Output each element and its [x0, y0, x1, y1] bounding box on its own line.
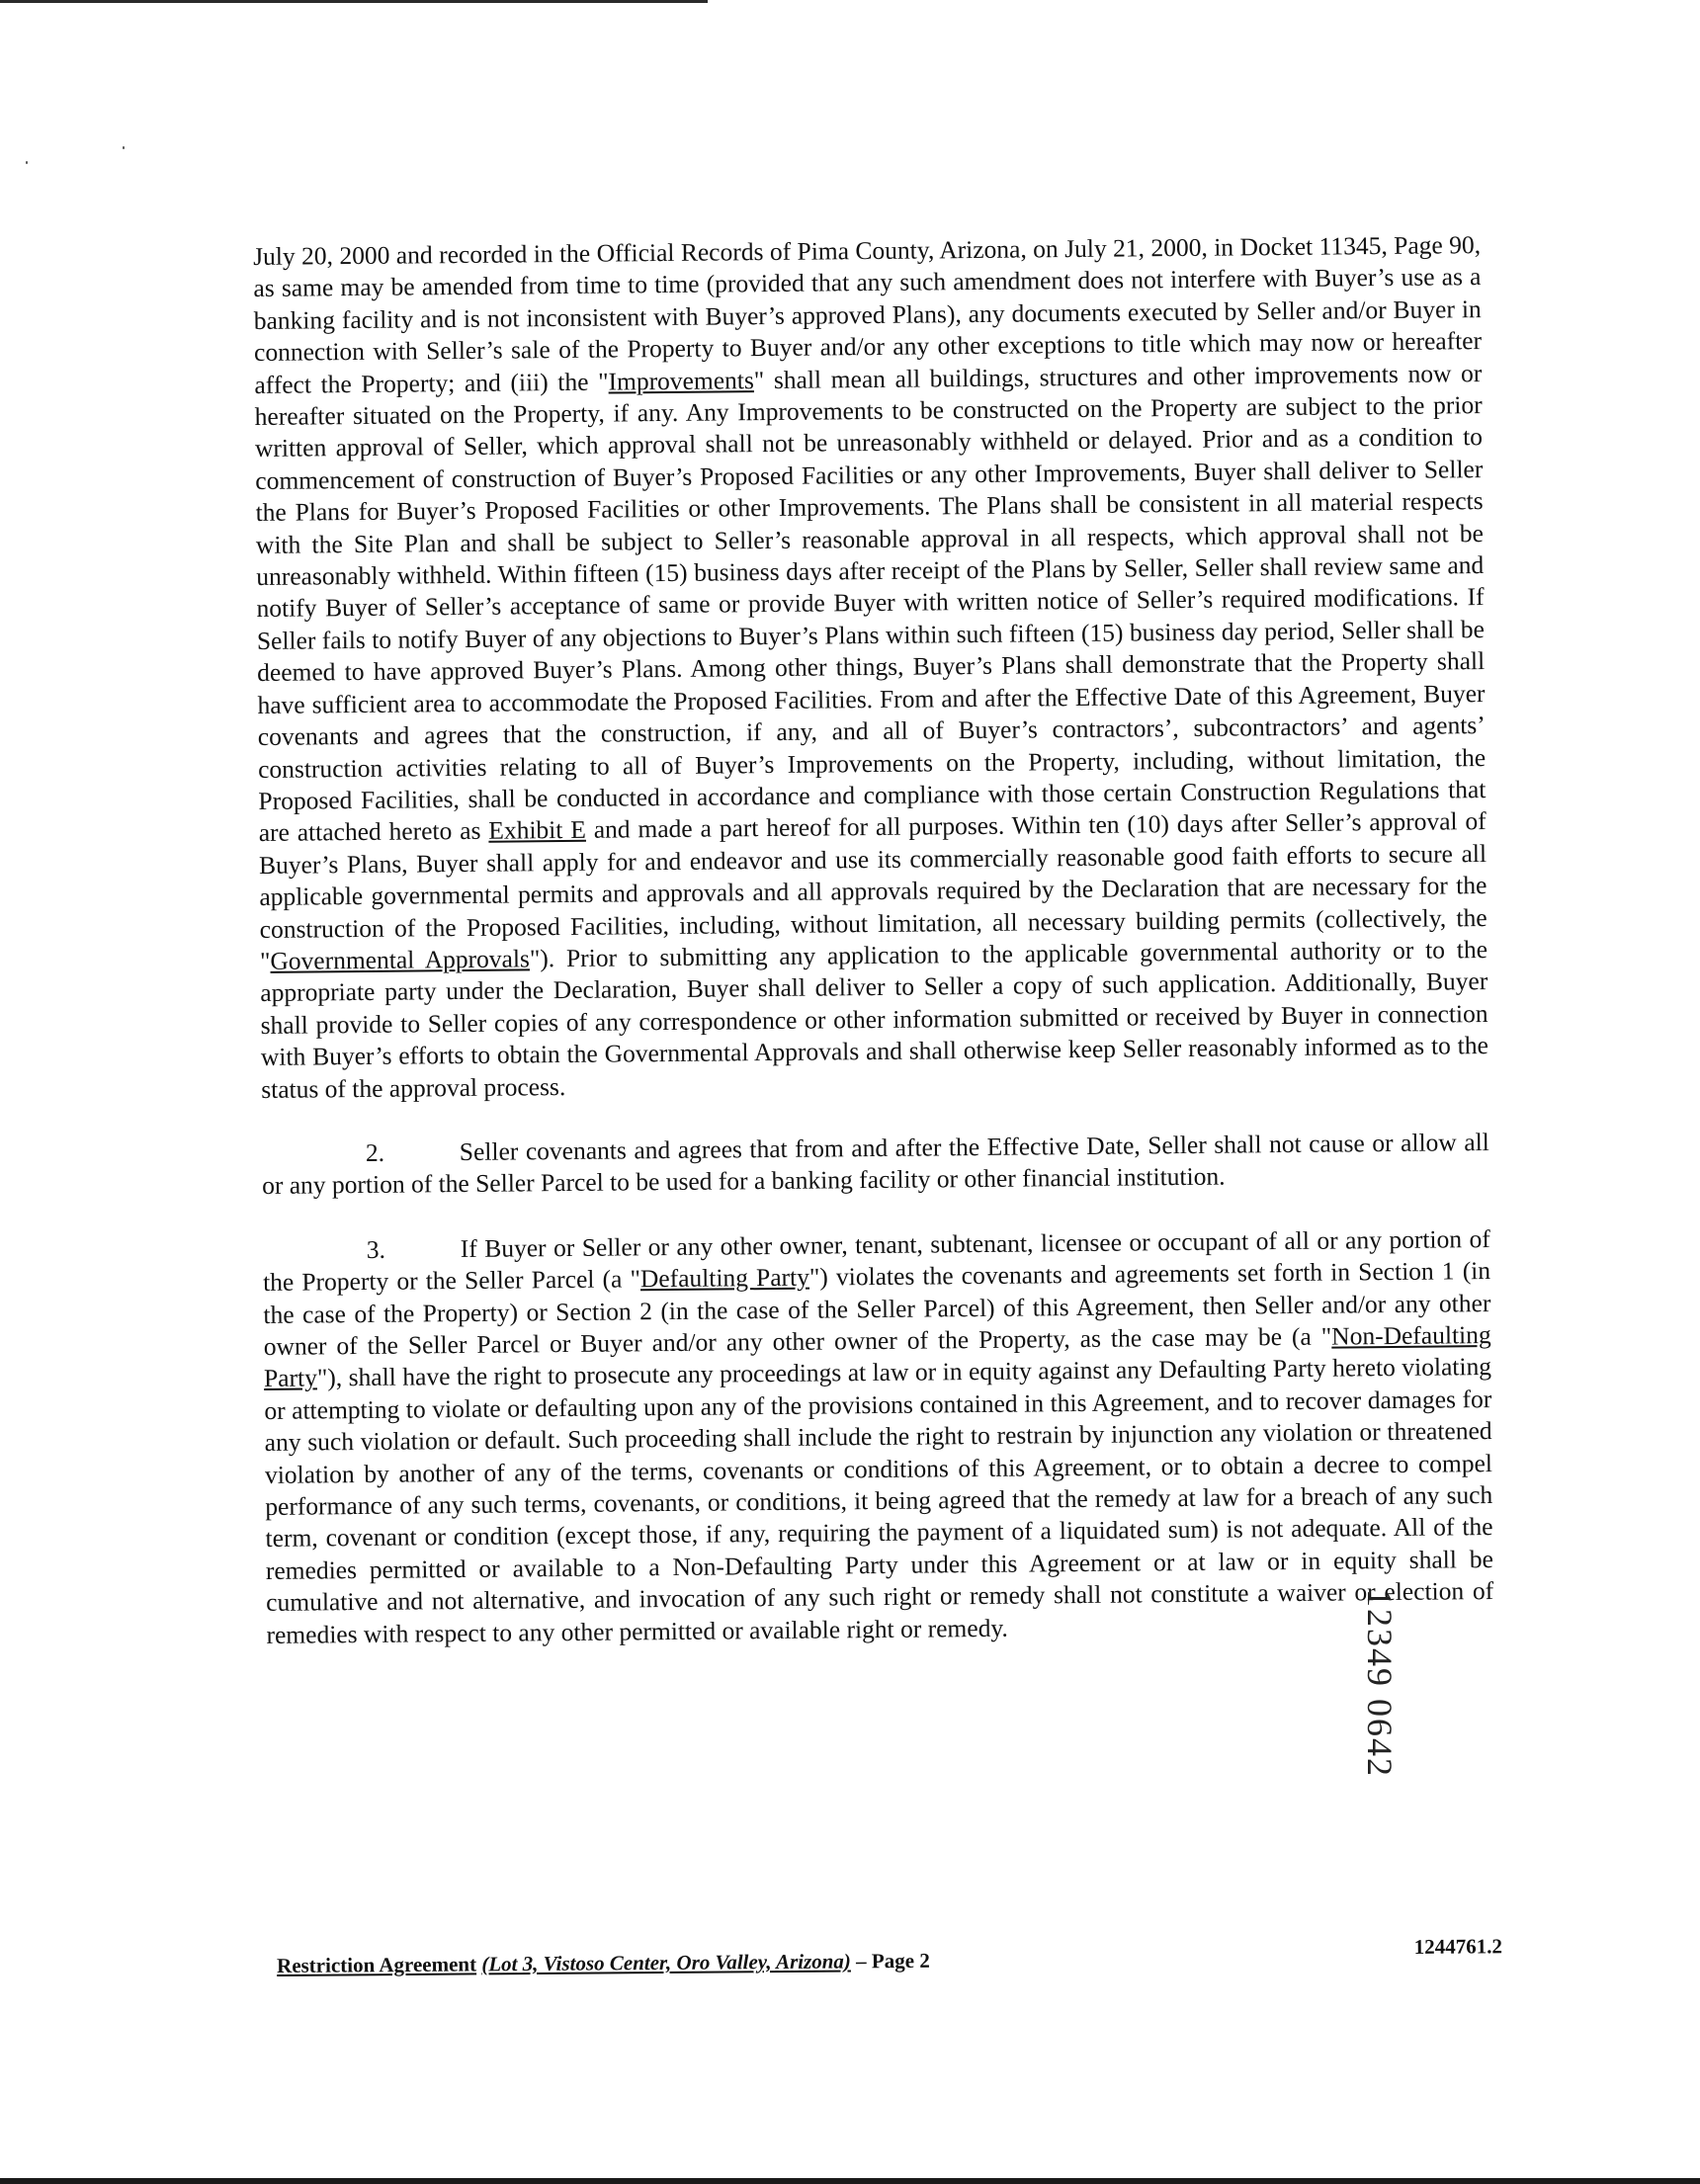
recording-stamp: 12349 0642	[1360, 1589, 1400, 1778]
paragraph-continued: July 20, 2000 and recorded in the Official Records of Pima County, Arizona, on July 21, 2000, in Docket 11345, Page 90, as same may be amended from time to time (provided that any such amendment does not interfere with Buyer’s use as a banking facility and is not inconsistent with Buyer’s approved Plans), any documents executed by Seller and/or Buyer in connection with Seller’s sale of the Property to Buyer and/or any other exceptions to title which may now or hereafter affect the Property; and (iii) the "Improvements" shall mean all buildings, structures and other improvements now or hereafter situated on the Property, if any. Any Improvements to be constructed on the Property are subject to the prior written approval of Seller, which approval shall not be unreasonably withheld or delayed. Prior and as a condition to commencement of construction of Buyer’s Proposed Facilities or any other Improvements, Buyer shall deliver to Seller the Plans for Buyer’s Proposed Facilities or other Improvements. The Plans shall be consistent in all material respects with the Site Plan and shall be subject to Seller’s reasonable approval in all respects, which approval shall not be unreasonably withheld. Within fifteen (15) business days after receipt of the Plans by Seller, Seller shall review same and notify Buyer of Seller’s acceptance of same or provide Buyer with written notice of Seller’s required modifications. If Seller fails to notify Buyer of any objections to Buyer’s Plans within such fifteen (15) business day period, Seller shall be deemed to have approved Buyer’s Plans. Among other things, Buyer’s Plans shall demonstrate that the Property shall have sufficient area to accommodate the Proposed Facilities. From and after the Effective Date of this Agreement, Buyer covenants and agrees that the construction, if any, and all of Buyer’s contractors’, subcontractors’ and agents’ construction activities relating to all of Buyer’s Improvements on the Property, including, without limitation, the Proposed Facilities, shall be conducted in accordance and compliance with those certain Construction Regulations that are attached hereto as Exhibit E and made a part hereof for all purposes. Within ten (10) days after Seller’s approval of Buyer’s Plans, Buyer shall apply for and endeavor and use its commercially reasonable good faith efforts to secure all applicable governmental permits and approvals and all approvals required by the Declaration that are necessary for the construction of the Proposed Facilities, including, without limitation, all necessary building permits (collectively, the "Governmental Approvals"). Prior to submitting any application to the applicable governmental authority or to the appropriate party under the Declaration, Buyer shall deliver to Seller a copy of such application. Additionally, Buyer shall provide to Seller copies of any correspondence or other information submitted or received by Buyer in connection with Buyer’s efforts to obtain the Governmental Approvals and shall otherwise keep Seller reasonably informed as to the status of the approval process.	[253, 230, 1489, 1104]
section-number: 2.	[365, 1137, 385, 1167]
scan-speck	[26, 161, 28, 164]
section-number: 3.	[366, 1234, 386, 1264]
footer-page-number: – Page 2	[850, 1948, 930, 1974]
scan-edge-bottom	[0, 2178, 1700, 2184]
term-improvements: Improvements	[608, 365, 754, 396]
section-3: 3. If Buyer or Seller or any other owner, tenant, subtenant, licensee or occupant of all or any portion of the Property or the Seller Parcel (a "Defaulting Party") violates the covenants and agreements set forth in Section 1 (in the case of the Property) or Section 2 (in the case of the Seller Parcel) of this Agreement, then Seller and/or any other owner of the Seller Parcel or Buyer and/or any other owner of the Property, as the case may be (a "Non-Defaulting Party"), shall have the right to prosecute any proceedings at law or in equity against any Defaulting Party hereto violating or attempting to violate or defaulting upon any of the provisions contained in this Agreement, and to recover damages for any such violation or default. Such proceeding shall include the right to restrain by injunction any violation or threatened violation by another of any of the terms, covenants or conditions of this Agreement, or to obtain a decree to compel performance of any such terms, covenants, or conditions, it being agreed that the remedy at law for a breach of any such term, covenant or condition (except those, if any, requiring the payment of a liquidated sum) is not adequate. All of the remedies permitted or available to a Non-Defaulting Party under this Agreement or at law or in equity shall be cumulative and not alternative, and invocation of any such right or remedy shall not constitute a waiver or election of remedies with respect to any other permitted or available right or remedy.	[262, 1223, 1494, 1649]
footer-document-number: 1244761.2	[1413, 1934, 1503, 1959]
term-governmental-approvals: Governmental Approvals	[270, 944, 531, 975]
footer-title-line	[277, 1949, 930, 1978]
footer-location: (Lot 3, Vistoso Center, Oro Valley, Arizona)	[481, 1949, 851, 1976]
term-non-defaulting-party: Non-Defaulting Party	[263, 1320, 1491, 1393]
page-footer	[277, 1934, 1503, 1977]
body-text	[253, 229, 1494, 1651]
section-2: 2. Seller covenants and agrees that from and after the Effective Date, Seller shall not cause or allow all or any portion of the Seller Parcel to be used for a banking facility or other financial institution.	[262, 1128, 1489, 1201]
term-exhibit-e: Exhibit E	[488, 815, 586, 846]
footer-document-title: Restriction Agreement	[277, 1952, 477, 1977]
scan-speck	[123, 146, 125, 149]
term-defaulting-party: Defaulting Party	[639, 1262, 810, 1294]
scan-edge-top	[0, 0, 708, 3]
